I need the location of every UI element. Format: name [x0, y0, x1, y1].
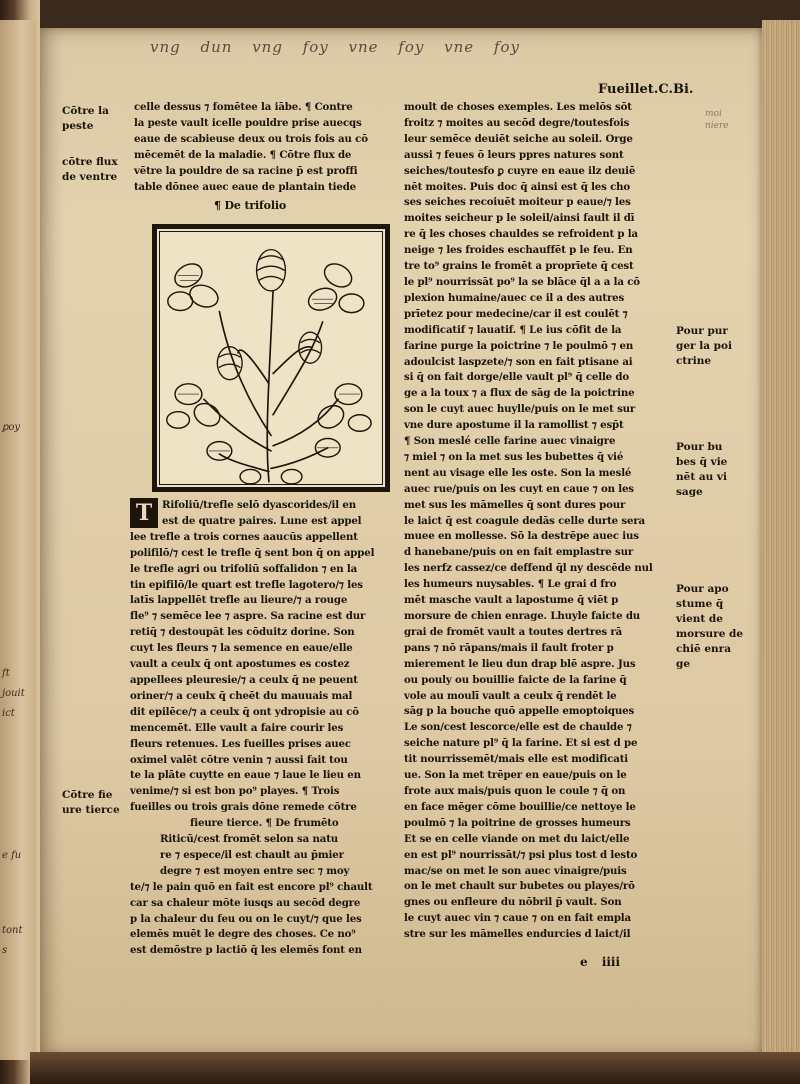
side-note-line: nēt au vi: [676, 471, 728, 483]
side-note-line: morsure de: [676, 628, 744, 640]
text-line: fleurs retenues. Les fueilles prises auec: [130, 737, 351, 750]
text-line: lee trefle a trois cornes aaucūs appellent: [130, 530, 358, 543]
side-note-flux: [62, 155, 118, 185]
text-line: ¶ Son meslé celle farine auec vinaigre: [404, 435, 616, 448]
text-line: fueilles ou trois grais dōne remede cōtre: [130, 801, 357, 814]
text-line: tin epifilō/le quart est trefle lagotero/⁊ les: [130, 578, 363, 591]
section-title-text: ¶ De trifolio: [214, 199, 287, 212]
left-fragment: jouit: [2, 688, 25, 699]
text-line: met sus les māmelles q̄ sont dures pour: [404, 498, 626, 511]
text-line: farine purge la poictrine ⁊ le poulmō ⁊ en: [404, 339, 634, 352]
text-line: te/⁊ le pain quō en fait est encore pl⁹ chault: [130, 880, 373, 893]
text-line: mac/se on met le son auec vinaigre/puis: [404, 864, 627, 877]
side-note-line: Pour bu: [676, 441, 723, 453]
right-page-edges: [762, 20, 800, 1064]
side-note-poitrine: [676, 324, 732, 369]
side-note-fievre: [62, 788, 120, 818]
text-line: neige ⁊ les froides eschauffēt p le feu. En: [404, 244, 633, 257]
text-line: son le cuyt auec huylle/puis on le met sur: [404, 403, 636, 416]
side-note-line: bes q̄ vie: [676, 456, 728, 468]
left-fragment: e fu: [2, 850, 22, 861]
text-line: frote aux mais/puis quon le coule ⁊ q̄ on: [404, 784, 626, 797]
text-line: mēcemēt de la maladie. ¶ Cōtre flux de: [134, 148, 352, 161]
left-column-body: [130, 498, 374, 959]
text-line: est demōstre p lactiō q̄ les elemēs font en: [130, 944, 362, 957]
clover-plant-drawing: [157, 229, 385, 487]
text-line: les nerfz cassez/ce deffend q̄l ny descēde nul: [404, 562, 653, 575]
fragment-text: niere: [705, 121, 729, 131]
text-line: d hanebane/puis on en fait emplastre sur: [404, 546, 634, 559]
left-fragment: ict: [2, 708, 15, 719]
text-line: ge a la toux ⁊ a flux de sāg de la poictrine: [404, 387, 635, 400]
side-note-peste: [62, 104, 109, 134]
side-note-line: Cōtre la: [62, 105, 109, 117]
text-line: fle⁹ ⁊ semēce lee ⁊ aspre. Sa racine est dur: [130, 610, 366, 623]
handwritten-note: vng dun vng foy vne foy vne foy: [150, 38, 520, 56]
text-line: adoulcist laspzete/⁊ son en fait ptisane ai: [404, 355, 633, 368]
text-line: aussi ⁊ feues ō leurs ppres natures sont: [404, 148, 624, 161]
left-fragment: tont: [2, 925, 23, 936]
text-line: ou pouly ou bouillie faicte de la farine q̄: [404, 673, 627, 686]
text-line: leur semēce deuiēt seiche au soleil. Orge: [404, 132, 633, 145]
text-line: stre sur les māmelles endurcies d laict/il: [404, 928, 631, 941]
text-line: re ⁊ espece/il est chault au p̄mier: [160, 848, 344, 861]
text-line: Rifoliū/trefle selō dyascorides/il en: [162, 499, 356, 511]
text-line: est de quatre paires. Lune est appel: [162, 514, 362, 527]
text-line: moult de choses exemples. Les melōs sōt: [404, 101, 632, 113]
side-note-line: Pour apo: [676, 583, 729, 595]
text-line: prīetez pour medecine/car il est coulēt ⁊: [404, 307, 628, 320]
left-fragment: ꝑoy: [2, 422, 21, 433]
side-note-line: stume q̄: [676, 598, 724, 610]
page-header: Fueillet.C.Bi.: [598, 82, 694, 97]
text-line: retiq̄ ⁊ destoupāt les cōduitz dorine. Son: [130, 626, 355, 639]
left-column-top: [134, 100, 368, 195]
text-line: vētre la pouldre de sa racine p̄ est proffi: [134, 164, 358, 177]
text-line: en face mēger cōme bouillie/ce nettoye le: [404, 800, 636, 813]
text-line: en est pl⁹ nourrissāt/⁊ psi plus tost d lesto: [404, 848, 638, 861]
book-bottom-edge: [30, 1052, 800, 1084]
drop-cap-letter: T: [130, 498, 158, 528]
left-fragment: ft: [2, 668, 10, 679]
text-line: polifilō/⁊ cest le trefle q̄ sent bon q̄ on appel: [130, 546, 375, 559]
text-line: elemēs muēt le degre des choses. Ce no⁹: [130, 928, 356, 941]
text-line: on le met chault sur bubetes ou playes/rō: [404, 880, 635, 893]
text-line: te la plāte cuytte en eaue ⁊ laue le lieu en: [130, 769, 361, 782]
text-line: dit epilēce/⁊ a ceulx q̄ ont ydropisie au cō: [130, 705, 359, 718]
text-line: ses seiches recoiuēt moiteur p eaue/⁊ les: [404, 196, 631, 209]
text-line: oximel valēt cōtre venin ⁊ aussi fait tou: [130, 753, 348, 766]
text-line: tre to⁹ grains le fromēt a proprīete q̄ cest: [404, 260, 634, 273]
right-column-body: [404, 100, 653, 943]
text-line: fieure tierce. ¶ De frumēto: [190, 817, 339, 830]
text-line: appellees pleuresie/⁊ a ceulx q̄ ne peuent: [130, 673, 358, 686]
text-line: vole au moulī vault a ceulx q̄ rendēt le: [404, 689, 617, 702]
text-line: p la chaleur du feu ou on le cuyt/⁊ que les: [130, 912, 362, 925]
text-line: degre ⁊ est moyen entre sec ⁊ moy: [160, 864, 350, 877]
text-line: celle dessus ⁊ fomētee la iābe. ¶ Contre: [134, 101, 353, 113]
side-note-line: ger la poi: [676, 340, 732, 352]
text-line: modificatif ⁊ lauatif. ¶ Le ius cōfit de la: [404, 323, 622, 336]
text-line: tit nourrissemēt/mais elle est modificati: [404, 753, 628, 766]
text-line: Riticū/cest fromēt selon sa natu: [160, 833, 339, 846]
side-note-apostume: [676, 582, 743, 672]
fragment-text: moi: [705, 109, 722, 119]
side-note-visage: [676, 440, 727, 500]
signature-mark: e iiii: [580, 955, 621, 969]
section-title: [214, 198, 286, 214]
side-note-line: peste: [62, 120, 94, 132]
text-line: ⁊ miel ⁊ on la met sus les bubettes q̄ vié: [404, 450, 624, 463]
text-line: si q̄ on fait dorge/elle vault pl⁹ q̄ celle do: [404, 371, 630, 384]
text-line: seiches/toutesfo ꝑ cuyre en eaue ilz deuiē: [404, 164, 636, 177]
text-line: les humeurs nuysables. ¶ Le grai d fro: [404, 578, 617, 591]
text-line: sāg p la bouche quō appelle emoptoiques: [404, 705, 635, 718]
text-line: le laict q̄ est coagule dedās celle durte sera: [404, 514, 645, 527]
text-line: le trefle agri ou trifoliū soffalidon ⁊ en la: [130, 562, 358, 575]
clover-woodcut-illustration: [152, 224, 390, 492]
text-line: auec rue/puis on les cuyt en caue ⁊ on les: [404, 482, 634, 495]
text-line: seiche nature pl⁹ q̄ la farine. Et si est d pe: [404, 737, 638, 750]
text-line: Et se en celle viande on met du laict/elle: [404, 832, 630, 845]
side-note-line: de ventre: [62, 171, 118, 183]
text-line: la peste vault icelle pouldre prise auecqs: [134, 116, 362, 129]
text-line: le pl⁹ nourrissāt po⁹ la se blāce q̄l a a la cō: [404, 275, 640, 288]
text-line: car sa chaleur mōte iusqs au secōd degre: [130, 896, 361, 909]
side-note-line: ge: [676, 658, 691, 670]
left-fragment: s: [2, 945, 8, 956]
text-line: nent au visage elle les oste. Son la meslé: [404, 466, 632, 479]
side-note-line: ctrine: [676, 355, 712, 367]
text-line: plexion humaine/auec ce il a des autres: [404, 291, 625, 304]
text-line: vault a ceulx q̄ ont apostumes es costez: [130, 658, 350, 671]
text-line: oriner/⁊ a ceulx q̄ cheēt du mauuais mal: [130, 689, 353, 702]
side-note-line: vient de: [676, 613, 723, 625]
text-line: latīs lappellēt trefle au lieure/⁊ a rouge: [130, 594, 348, 607]
text-line: mencemēt. Elle vault a faire courir les: [130, 721, 344, 734]
side-note-line: chiē enra: [676, 643, 732, 655]
text-line: grai de fromēt vault a toutes dertres rā: [404, 625, 623, 638]
text-line: gnes ou enfleure du nōbril p̄ vault. Son: [404, 896, 622, 909]
text-line: mēt masche vault a lapostume q̄ viēt p: [404, 594, 619, 607]
left-page-edge: [0, 20, 36, 1060]
side-note-line: Cōtre fie: [62, 789, 113, 801]
text-line: eaue de scabieuse deux ou trois fois au cō: [134, 132, 368, 145]
right-page-fragment: [705, 108, 729, 132]
text-line: re q̄ les choses chauldes se refroident p la: [404, 228, 638, 241]
text-line: ue. Son la met trēper en eaue/puis on le: [404, 769, 627, 782]
text-line: le cuyt auec vin ⁊ caue ⁊ on en fait empla: [404, 912, 631, 925]
text-line: Le son/cest lescorce/elle est de chaulde ⁊: [404, 721, 632, 734]
side-note-line: cōtre flux: [62, 156, 118, 168]
text-line: pans ⁊ nō rāpans/mais il fault froter p: [404, 641, 614, 654]
text-line: venime/⁊ si est bon po⁹ playes. ¶ Trois: [130, 785, 340, 798]
side-note-line: sage: [676, 486, 703, 498]
text-line: cuyt les fleurs ⁊ la semence en eaue/elle: [130, 642, 353, 655]
text-line: table dōnee auec eaue de plantain tiede: [134, 180, 357, 193]
text-line: poulmō ⁊ la poitrine de grosses humeurs: [404, 816, 631, 829]
text-line: muee en mollesse. Sō la destrēpe auec ius: [404, 530, 639, 543]
side-note-line: Pour pur: [676, 325, 728, 337]
text-line: morsure de chien enrage. Lhuyle faicte du: [404, 610, 641, 622]
text-line: mierement le lieu dun drap blē aspre. Jus: [404, 657, 636, 670]
text-line: froitz ⁊ moites au secōd degre/toutesfois: [404, 116, 630, 129]
text-line: vne dure apostume il la ramollist ⁊ esp̄t: [404, 419, 624, 432]
text-line: moites seicheur p le soleil/ainsi fault il dī: [404, 212, 635, 225]
side-note-line: ure tierce: [62, 804, 120, 816]
text-line: nēt moites. Puis doc q̄ ainsi est q̄ les cho: [404, 180, 631, 193]
